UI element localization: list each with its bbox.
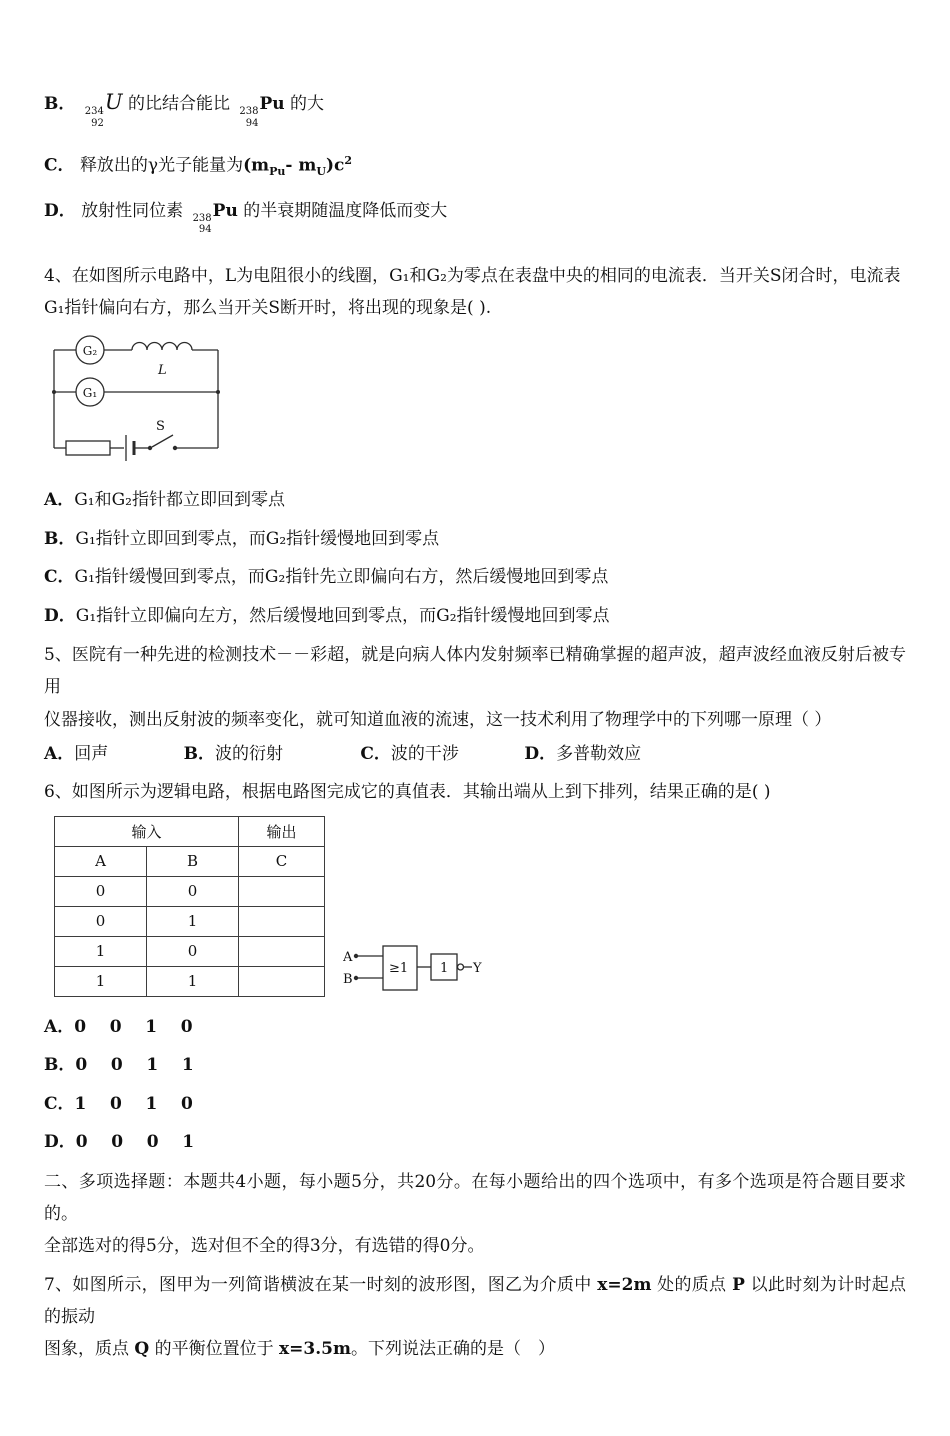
q7-seg1: 7、如图所示，图甲为一列简谐横波在某一时刻的波形图，图乙为介质中	[44, 1274, 598, 1295]
section-2-heading-line1: 二、多项选择题：本题共4小题，每小题5分，共20分。在每小题给出的四个选项中，有多个选项是符合题目要求的。	[44, 1171, 906, 1225]
cell-r4-a: 1	[55, 966, 147, 996]
logic-output	[458, 961, 483, 976]
logic-input-a	[343, 950, 383, 965]
option-c-text: 释放出的γ光子能量为	[79, 155, 244, 176]
battery-symbol	[126, 435, 148, 461]
cell-r3-b: 0	[147, 936, 239, 966]
uranium-atomic-number: 92	[91, 117, 104, 129]
q5-option-b-text: 波的衍射	[214, 744, 283, 765]
circuit-diagram	[46, 334, 228, 472]
q4-option-d-label: D．	[44, 605, 76, 626]
q7-seg3: 处的质点	[651, 1274, 733, 1295]
truth-table-input-header: 输入	[55, 816, 239, 846]
q7-x2m: x=2m	[597, 1274, 652, 1295]
or-gate-label: ≥1	[389, 960, 409, 976]
q4-option-c	[44, 565, 906, 591]
option-b-line	[44, 92, 906, 129]
q6-option-a	[44, 1015, 906, 1041]
cell-r1-a: 0	[55, 876, 147, 906]
inductor-label: L	[158, 363, 167, 379]
q5-option-a-label: A．	[44, 744, 75, 765]
truth-table-row-4	[55, 966, 325, 996]
cell-r2-c	[239, 906, 325, 936]
q6-option-c	[44, 1092, 906, 1118]
q7-point-q: Q	[134, 1339, 150, 1360]
logic-gate-diagram	[343, 941, 483, 997]
formula-minus: - m	[285, 155, 317, 176]
galvanometer-g1-label: G₁	[82, 386, 98, 401]
q7-seg6: 图象，质点	[44, 1339, 135, 1360]
cell-r2-a: 0	[55, 906, 147, 936]
section-2-heading	[44, 1166, 906, 1263]
q4-option-c-text: G₁指针缓慢回到零点，而G₂指针先立即偏向右方，然后缓慢地回到零点	[74, 567, 609, 588]
question-6-stem	[44, 776, 906, 808]
q6-option-b	[44, 1053, 906, 1079]
q5-option-c-text: 波的干涉	[390, 744, 459, 765]
question-7	[44, 1269, 906, 1366]
q5-option-b	[184, 742, 283, 768]
q6-figure-row	[54, 816, 906, 997]
q4-stem-line2: G₁指针偏向右方，那么当开关S断开时，将出现的现象是( ).	[44, 297, 492, 318]
exam-paper	[0, 92, 950, 1366]
q5-option-d-label: D．	[524, 744, 557, 765]
option-d-post-text: 的半衰期随温度降低而变大	[243, 200, 448, 221]
truth-table-row-2	[55, 906, 325, 936]
cell-r3-c	[239, 936, 325, 966]
cell-r1-b: 0	[147, 876, 239, 906]
galvanometer-g2	[76, 336, 104, 364]
q5-stem-line1: 5、医院有一种先进的检测技术－－彩超，就是向病人体内发射频率已精确掌握的超声波，超声波经血液反射后被专用	[44, 645, 906, 698]
plutonium-atomic-number-d: 94	[198, 224, 212, 236]
question-4-stem	[44, 260, 906, 325]
c-squared-exponent: 2	[344, 154, 353, 167]
q6-option-b-label: B．	[44, 1055, 76, 1076]
option-b-label: B．	[44, 94, 76, 114]
logic-input-b-label: B	[343, 971, 353, 987]
q6-option-a-label: A．	[44, 1016, 75, 1037]
option-d-line	[44, 199, 906, 236]
q6-option-d-label: D．	[44, 1132, 76, 1153]
logic-output-label: Y	[473, 960, 482, 976]
q5-option-b-label: B．	[183, 744, 215, 765]
galvanometer-g2-label: G₂	[82, 344, 98, 359]
truth-table-col-b: B	[147, 846, 239, 876]
q5-stem-line2: 仪器接收，测出反射波的频率变化，就可知道血液的流速，这一技术利用了物理学中的下列哪一原理（ ）	[44, 709, 832, 730]
option-b-tail-text: 的大	[290, 94, 325, 114]
section-2-multi-choice	[44, 1166, 906, 1263]
q4-stem-line1: 4、在如图所示电路中，L为电阻很小的线圈，G₁和G₂为零点在表盘中央的相同的电流表．当开关S闭合时，电流表	[44, 265, 901, 286]
formula-open: (m	[243, 155, 270, 176]
q5-option-a-text: 回声	[74, 744, 109, 765]
q5-option-d	[524, 742, 641, 768]
question-5-stem	[44, 639, 906, 736]
truth-table-column-row	[55, 846, 325, 876]
switch-s	[148, 419, 218, 450]
mass-pu-subscript: Pu	[269, 165, 286, 179]
q6-option-b-values: 0 0 1 1	[75, 1055, 194, 1076]
uranium-mass-number: 234	[84, 106, 104, 117]
q4-option-a-text: G₁和G₂指针都立即回到零点	[74, 490, 285, 511]
q4-option-d-text: G₁指针立即偏向左方，然后缓慢地回到零点，而G₂指针缓慢地回到零点	[75, 605, 610, 626]
truth-table-col-c: C	[239, 846, 325, 876]
resistor-box	[54, 441, 124, 455]
q6-option-a-values: 0 0 1 0	[74, 1016, 193, 1037]
plutonium-symbol-d: Pu	[212, 200, 238, 221]
question-5	[44, 639, 906, 767]
cell-r2-b: 1	[147, 906, 239, 936]
q5-option-a	[44, 742, 108, 768]
uranium-prescripts	[85, 106, 104, 129]
or-gate	[383, 946, 417, 990]
truth-table-row-1	[55, 876, 325, 906]
q7-x35m: x=3.5m	[279, 1339, 351, 1360]
truth-table-output-header: 输出	[239, 816, 325, 846]
truth-table-header-row	[55, 816, 325, 846]
question-4-options	[44, 488, 906, 629]
option-c-label: C．	[44, 155, 75, 176]
q7-seg8: 的平衡位置位于	[149, 1339, 280, 1360]
q4-option-b-label: B．	[44, 528, 76, 549]
q4-option-b-text: G₁指针立即回到零点，而G₂指针缓慢地回到零点	[75, 528, 440, 549]
logic-input-a-label: A	[343, 949, 353, 965]
q4-option-a	[44, 488, 906, 514]
plutonium-prescripts-d	[193, 213, 212, 236]
q6-option-c-values: 1 0 1 0	[74, 1093, 193, 1114]
question-4	[44, 260, 906, 630]
question-3-options	[44, 92, 906, 236]
formula-close: )c	[325, 155, 345, 176]
q6-option-d-values: 0 0 0 1	[75, 1132, 195, 1153]
plutonium-prescripts	[239, 106, 258, 129]
cell-r1-c	[239, 876, 325, 906]
q4-option-b	[44, 527, 906, 553]
q5-option-d-text: 多普勒效应	[556, 744, 642, 765]
plutonium-atomic-number: 94	[245, 117, 259, 129]
galvanometer-g1	[76, 378, 104, 406]
option-d-pre-text: 放射性同位素	[81, 200, 184, 221]
q7-seg10: 。下列说法正确的是（ ）	[350, 1339, 555, 1360]
switch-label: S	[156, 419, 165, 435]
question-6	[44, 776, 906, 1156]
cell-r3-a: 1	[55, 936, 147, 966]
q4-option-c-label: C．	[44, 567, 75, 588]
option-b-mid-text: 的比结合能比	[127, 94, 230, 114]
not-gate-label: 1	[440, 960, 449, 976]
cell-r4-c	[239, 966, 325, 996]
truth-table	[54, 816, 325, 997]
uranium-symbol: U	[104, 90, 123, 114]
q5-option-c-label: C．	[360, 744, 391, 765]
section-2-heading-line2: 全部选对的得5分，选对但不全的得3分，有选错的得0分。	[44, 1236, 485, 1257]
not-gate	[417, 954, 457, 980]
logic-input-b	[343, 972, 383, 987]
cell-r4-b: 1	[147, 966, 239, 996]
plutonium-mass-number-d: 238	[192, 212, 212, 224]
q6-option-d	[44, 1130, 906, 1156]
q6-option-c-label: C．	[44, 1093, 75, 1114]
q7-seg5: 以此时刻为计时起点的振动	[44, 1274, 907, 1328]
inductor-coil	[132, 343, 192, 379]
truth-table-col-a: A	[55, 846, 147, 876]
question-5-options-row	[44, 742, 906, 768]
truth-table-row-3	[55, 936, 325, 966]
q4-option-a-label: A．	[44, 490, 75, 511]
q7-point-p: P	[732, 1274, 745, 1295]
q5-option-c	[360, 742, 459, 768]
question-7-stem	[44, 1269, 906, 1366]
option-d-label: D．	[44, 200, 76, 221]
q4-option-d	[44, 604, 906, 630]
option-c-line	[44, 153, 906, 181]
plutonium-symbol: Pu	[259, 94, 285, 114]
question-6-options	[44, 1015, 906, 1156]
q6-stem-text: 6、如图所示为逻辑电路，根据电路图完成它的真值表．其输出端从上到下排列，结果正确的是( )	[44, 781, 771, 802]
plutonium-mass-number: 238	[239, 106, 259, 117]
mass-u-subscript: U	[316, 165, 326, 179]
